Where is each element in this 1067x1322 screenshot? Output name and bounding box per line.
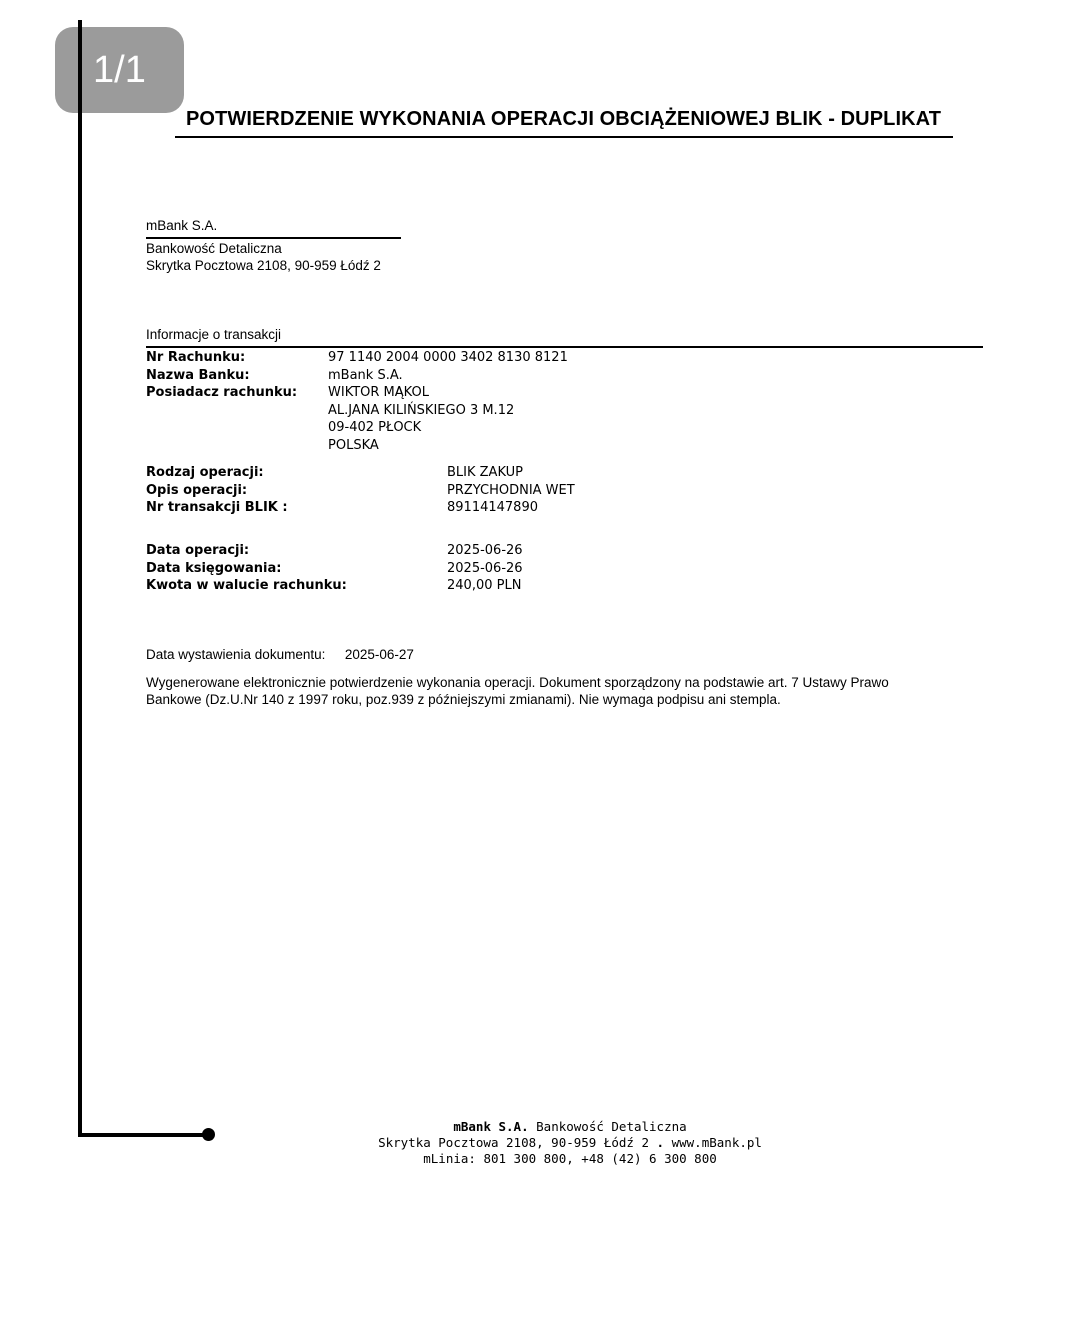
issuer-department: Bankowość Detaliczna	[146, 241, 282, 256]
operation-date-row	[146, 542, 523, 560]
footer-bank-name: mBank S.A.	[453, 1119, 529, 1134]
footer-separator: .	[656, 1135, 665, 1150]
issuer-address: Skrytka Pocztowa 2108, 90-959 Łódź 2	[146, 258, 381, 273]
section-divider	[146, 346, 983, 348]
bank-name-label: Nazwa Banku:	[146, 368, 250, 383]
amount-value: 240,00 PLN	[447, 578, 522, 593]
legal-note-line: Bankowe (Dz.U.Nr 140 z 1997 roku, poz.939 z późniejszymi zmianami). Nie wymaga podpisu ani stempla.	[146, 692, 781, 707]
footer-line-2	[320, 1135, 820, 1151]
frame-horizontal-line	[78, 1133, 208, 1137]
booking-date-row	[146, 560, 523, 578]
issuer-name: mBank S.A.	[146, 218, 218, 233]
issuer-divider	[146, 237, 401, 239]
issue-date-label: Data wystawienia dokumentu:	[146, 647, 326, 662]
holder-line: AL.JANA KILIŃSKIEGO 3 M.12	[328, 402, 515, 418]
booking-date-label: Data księgowania:	[146, 561, 282, 576]
account-holder-row	[146, 384, 514, 454]
operation-desc-value: PRZYCHODNIA WET	[447, 483, 575, 498]
operation-desc-row	[146, 482, 575, 500]
account-holder-value	[328, 384, 514, 454]
bank-name-value: mBank S.A.	[328, 368, 403, 383]
document-footer	[320, 1119, 820, 1167]
operation-date-value: 2025-06-26	[447, 543, 523, 558]
holder-line: POLSKA	[328, 437, 379, 453]
title-underline	[175, 136, 953, 138]
blik-transaction-row	[146, 499, 538, 517]
operation-type-row	[146, 464, 523, 482]
amount-label: Kwota w walucie rachunku:	[146, 578, 347, 593]
section-heading: Informacje o transakcji	[146, 327, 282, 342]
amount-row	[146, 577, 521, 595]
operation-desc-label: Opis operacji:	[146, 483, 248, 498]
page-indicator-badge	[55, 27, 184, 113]
account-number-row	[146, 349, 568, 367]
blik-transaction-value: 89114147890	[447, 500, 538, 515]
operation-type-label: Rodzaj operacji:	[146, 465, 264, 480]
account-number-label: Nr Rachunku:	[146, 350, 246, 365]
bank-name-row	[146, 367, 403, 385]
account-holder-label: Posiadacz rachunku:	[146, 385, 298, 400]
legal-note-line: Wygenerowane elektronicznie potwierdzenie wykonania operacji. Dokument sporządzony na podstawie art. 7 Ustawy Prawo	[146, 675, 889, 690]
footer-line-1	[320, 1119, 820, 1135]
frame-dot	[202, 1128, 215, 1141]
document-title: POTWIERDZENIE WYKONANIA OPERACJI OBCIĄŻENIOWEJ BLIK - DUPLIKAT	[185, 108, 942, 130]
operation-type-value: BLIK ZAKUP	[447, 465, 523, 480]
issue-date-row	[146, 646, 414, 663]
footer-address: Skrytka Pocztowa 2108, 90-959 Łódź 2	[378, 1135, 650, 1150]
footer-hotline: mLinia: 801 300 800, +48 (42) 6 300 800	[423, 1151, 717, 1166]
footer-website[interactable]: www.mBank.pl	[671, 1135, 762, 1150]
holder-line: WIKTOR MĄKOL	[328, 385, 429, 400]
footer-department: Bankowość Detaliczna	[536, 1119, 687, 1134]
page-indicator-text: 1/1	[93, 49, 146, 91]
issue-date-value: 2025-06-27	[344, 647, 414, 662]
holder-line: 09-402 PŁOCK	[328, 420, 422, 435]
legal-note	[146, 674, 976, 708]
booking-date-value: 2025-06-26	[447, 561, 523, 576]
operation-date-label: Data operacji:	[146, 543, 250, 558]
frame-vertical-line	[78, 20, 82, 1137]
account-number-value: 97 1140 2004 0000 3402 8130 8121	[328, 350, 568, 365]
blik-transaction-label: Nr transakcji BLIK :	[146, 500, 288, 515]
